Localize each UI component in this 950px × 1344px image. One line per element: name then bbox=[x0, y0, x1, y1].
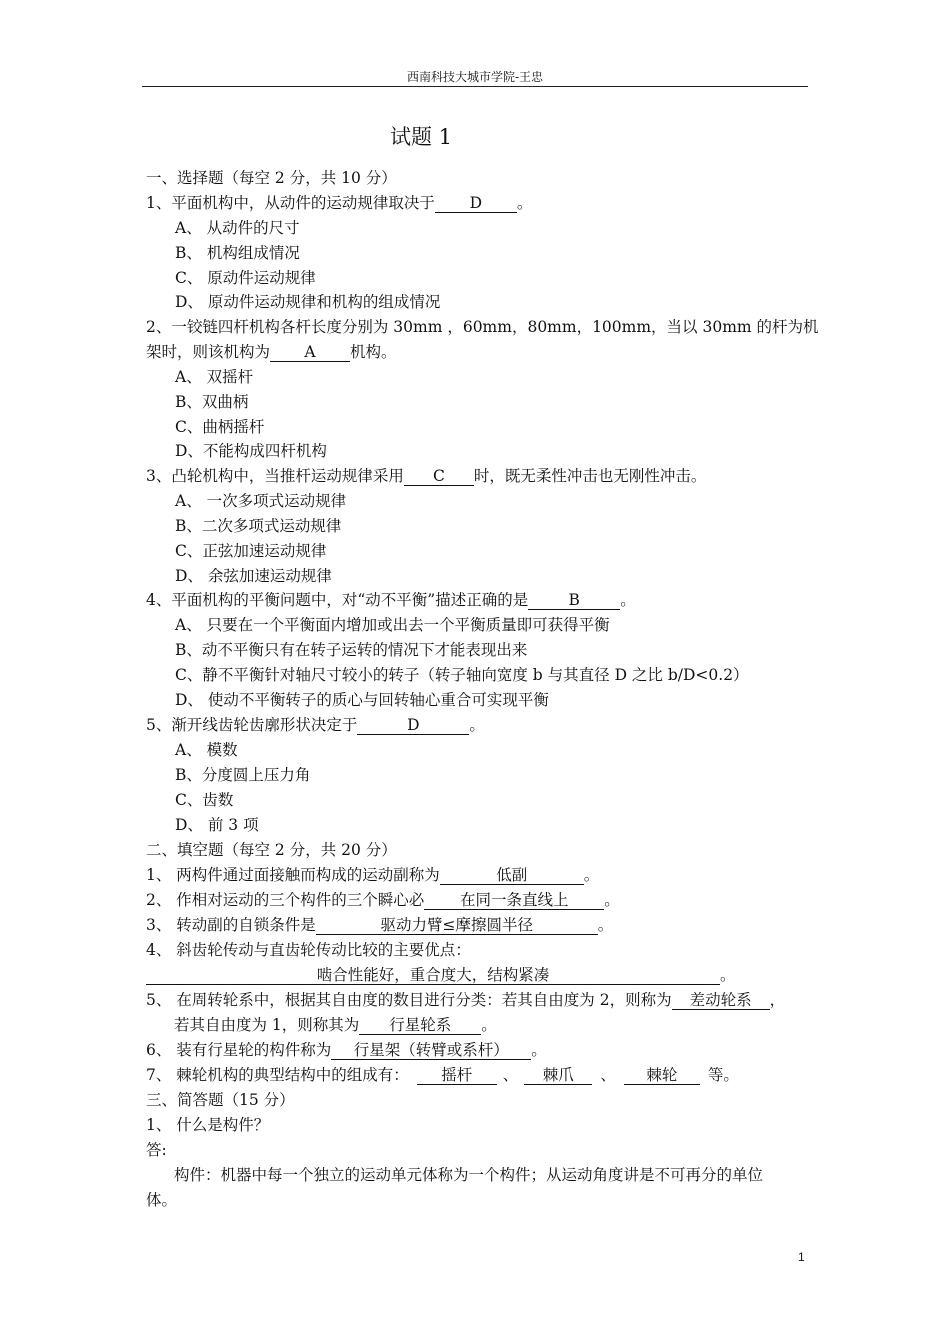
answer-text: 体。 bbox=[146, 1191, 178, 1209]
option: B、动不平衡只有在转子运转的情况下才能表现出来 bbox=[175, 641, 528, 659]
question-text: 机构。 bbox=[350, 343, 397, 361]
fill-line bbox=[146, 1065, 739, 1085]
option: A、 只要在一个平衡面内增加或出去一个平衡质量即可获得平衡 bbox=[175, 616, 610, 634]
question-text: 等。 bbox=[707, 1066, 739, 1084]
option: B、分度圆上压力角 bbox=[175, 766, 311, 784]
fill-line bbox=[146, 890, 620, 910]
option: B、二次多项式运动规律 bbox=[175, 517, 342, 535]
question-text: 7、 棘轮机构的典型结构中的组成有： bbox=[146, 1066, 409, 1084]
answer-blank: D bbox=[435, 194, 517, 213]
option: B、 机构组成情况 bbox=[175, 244, 300, 262]
question-text: 。 bbox=[531, 1041, 547, 1059]
answer-blank: A bbox=[270, 343, 350, 362]
fill-line bbox=[146, 1040, 547, 1060]
answer-blank: D bbox=[357, 716, 469, 735]
option: C、齿数 bbox=[175, 791, 234, 809]
answer-blank: 棘轮 bbox=[624, 1066, 700, 1085]
answer-blank: 摇杆 bbox=[417, 1066, 497, 1085]
answer-blank: B bbox=[528, 591, 620, 610]
option: A、 双摇杆 bbox=[175, 368, 254, 386]
question-text: 1、平面机构中，从动件的运动规律取决于 bbox=[146, 194, 435, 212]
question-text: 3、凸轮机构中，当推杆运动规律采用 bbox=[146, 467, 404, 485]
option: A、 从动件的尺寸 bbox=[175, 219, 300, 237]
question-text: 5、 在周转轮系中，根据其自由度的数目进行分类：若其自由度为 2，则称为 bbox=[146, 991, 672, 1009]
option: C、正弦加速运动规律 bbox=[175, 542, 327, 560]
answer-blank: 啮合性能好，重合度大，结构紧凑 bbox=[146, 966, 720, 985]
option: C、 原动件运动规律 bbox=[175, 269, 316, 287]
answer-blank: 在同一条直线上 bbox=[424, 891, 604, 910]
question-line bbox=[146, 342, 397, 362]
page-header: 西南科技大城市学院-王忠 bbox=[142, 70, 808, 87]
question-text: 时，既无柔性冲击也无刚性冲击。 bbox=[473, 467, 707, 485]
option: C、静不平衡针对轴尺寸较小的转子（转子轴向宽度 b 与其直径 D 之比 b/D<0.2） bbox=[175, 666, 749, 684]
answer-text: 构件：机器中每一个独立的运动单元体称为一个构件；从运动角度讲是不可再分的单位 bbox=[174, 1166, 764, 1184]
question-text: 。 bbox=[469, 716, 485, 734]
fill-line bbox=[174, 1015, 497, 1035]
separator: 、 bbox=[600, 1066, 616, 1084]
option: D、 使动不平衡转子的质心与回转轴心重合可实现平衡 bbox=[175, 691, 549, 709]
question-text: 。 bbox=[516, 194, 533, 212]
option: A、 模数 bbox=[175, 741, 238, 759]
question-line bbox=[146, 193, 532, 213]
option: C、曲柄摇杆 bbox=[175, 418, 265, 436]
section-heading: 一、选择题（每空 2 分，共 10 分） bbox=[146, 169, 397, 187]
question-text: 。 bbox=[481, 1016, 497, 1034]
option: A、 一次多项式运动规律 bbox=[175, 492, 347, 510]
question-text: 2、 作相对运动的三个构件的三个瞬心必 bbox=[146, 891, 425, 909]
fill-line bbox=[146, 865, 599, 885]
answer-blank: 行星轮系 bbox=[359, 1016, 481, 1035]
option: D、不能构成四杆机构 bbox=[175, 442, 327, 460]
question-text: 1、 两构件通过面接触而构成的运动副称为 bbox=[146, 866, 440, 884]
question-text: 6、 装有行星轮的构件称为 bbox=[146, 1041, 332, 1059]
question-line bbox=[146, 715, 485, 735]
answer-blank: 驱动力臂≤摩擦圆半径 bbox=[316, 916, 598, 935]
answer-blank: 棘爪 bbox=[524, 1066, 592, 1085]
fill-line: 4、 斜齿轮传动与直齿轮传动比较的主要优点： bbox=[146, 941, 471, 959]
section-heading: 二、填空题（每空 2 分，共 20 分） bbox=[146, 841, 397, 859]
question-line: 2、一铰链四杆机构各杆长度分别为 30mm ，60mm，80mm，100mm，当以 30mm 的杆为机 bbox=[146, 318, 819, 336]
fill-line bbox=[146, 990, 785, 1010]
question-text: 5、渐开线齿轮齿廓形状决定于 bbox=[146, 716, 358, 734]
option: B、双曲柄 bbox=[175, 393, 249, 411]
question-text: 。 bbox=[620, 591, 636, 609]
answer-blank: 低副 bbox=[440, 866, 584, 885]
option: D、 余弦加速运动规律 bbox=[175, 567, 332, 585]
question-text: 。 bbox=[597, 916, 614, 934]
question-text: 。 bbox=[604, 891, 620, 909]
question-text: 。 bbox=[720, 966, 736, 984]
question-text: 。 bbox=[583, 866, 600, 884]
answer-blank: 差动轮系 bbox=[672, 991, 770, 1010]
separator: 、 bbox=[502, 1066, 519, 1084]
question-text: 4、平面机构的平衡问题中，对“动不平衡”描述正确的是 bbox=[146, 591, 529, 609]
fill-line bbox=[146, 915, 613, 935]
question-text: 3、 转动副的自锁条件是 bbox=[146, 916, 316, 934]
question-line bbox=[146, 590, 636, 610]
question-line: 1、 什么是构件？ bbox=[146, 1116, 270, 1134]
fill-line bbox=[146, 965, 736, 985]
answer-blank: 行星架（转臂或系杆） bbox=[331, 1041, 531, 1060]
section-heading: 三、简答题（15 分） bbox=[146, 1091, 295, 1109]
option: D、 原动件运动规律和机构的组成情况 bbox=[175, 293, 441, 311]
question-text: 若其自由度为 1，则称其为 bbox=[174, 1016, 360, 1034]
page-number: 1 bbox=[798, 1250, 805, 1264]
question-text: 架时，则该机构为 bbox=[146, 343, 271, 361]
exam-title: 试题 1 bbox=[389, 125, 453, 149]
question-text: ， bbox=[769, 991, 786, 1009]
question-line bbox=[146, 466, 706, 486]
answer-blank: C bbox=[404, 467, 474, 486]
answer-label: 答: bbox=[146, 1141, 167, 1159]
option: D、 前 3 项 bbox=[175, 816, 259, 834]
